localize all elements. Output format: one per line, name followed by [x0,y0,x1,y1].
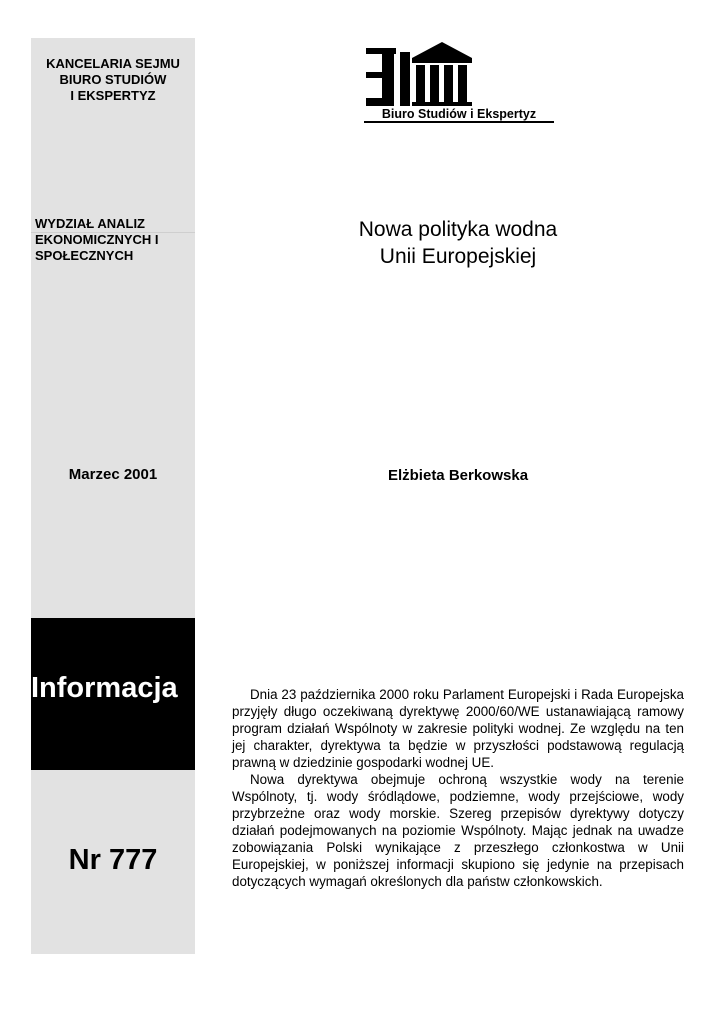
logo-bar [366,98,394,106]
title-line: Nowa polityka wodna [358,218,558,241]
organization-name [31,56,195,104]
logo-caption: Biuro Studiów i Ekspertyz [381,107,537,121]
logo-bar [366,72,394,78]
organization-line: I EKSPERTYZ [70,88,156,103]
logo-entablature [412,58,472,63]
title-line: Unii Europejskiej [379,245,537,268]
logo-underline [364,121,554,123]
logo-column [444,65,453,104]
organization-line: KANCELARIA SEJMU [46,56,180,71]
paragraph: Nowa dyrektywa obejmuje ochroną wszystkie wody na terenie Wspólnoty, tj. wody śródlądowe, podziemne, wody przejściowe, wody przybrzeżne oraz wody morskie. Szereg przepisów dyrektywy dotyczy działań podejmowanych na poziomie Wspólnoty. Mając jednak na uwadze zobowiązania Polski wynikające z przeszłego członkostwa w Unii Europejskiej, w poniższej informacji skupiono się jedynie na przepisach dotyczących wymagań określonych dla państw członkowskich. [232,772,684,889]
logo-pediment [412,42,472,58]
department-line: EKONOMICZNYCH I [35,232,159,247]
sidebar-panel [31,38,195,954]
organization-line: BIURO STUDIÓW [59,72,167,87]
series-label: Informacja [31,672,178,704]
logo-column [400,52,410,106]
department-line: SPOŁECZNYCH [35,248,134,263]
logo-column [458,65,467,104]
body-text [232,686,684,890]
author-name: Elżbieta Berkowska [387,467,529,484]
paragraph: Dnia 23 października 2000 roku Parlament Europejski i Rada Europejska przyjęły długo oczekiwaną dyrektywę 2000/60/WE ustanawiającą ramowy program działań Wspólnoty w zakresie polityki wodnej. Ze względu na ten jej charakter, dyrektywa ta będzie w przyszłości podstawową regulacją prawną w dziedzinie gospodarki wodnej UE. [232,687,684,770]
logo-column [416,65,425,104]
issue-number: Nr 777 [68,844,158,876]
publication-date: Marzec 2001 [68,466,158,483]
document-title [300,216,616,270]
department-line: WYDZIAŁ ANALIZ [35,216,145,231]
department-name [35,216,193,264]
logo-column [430,65,439,104]
